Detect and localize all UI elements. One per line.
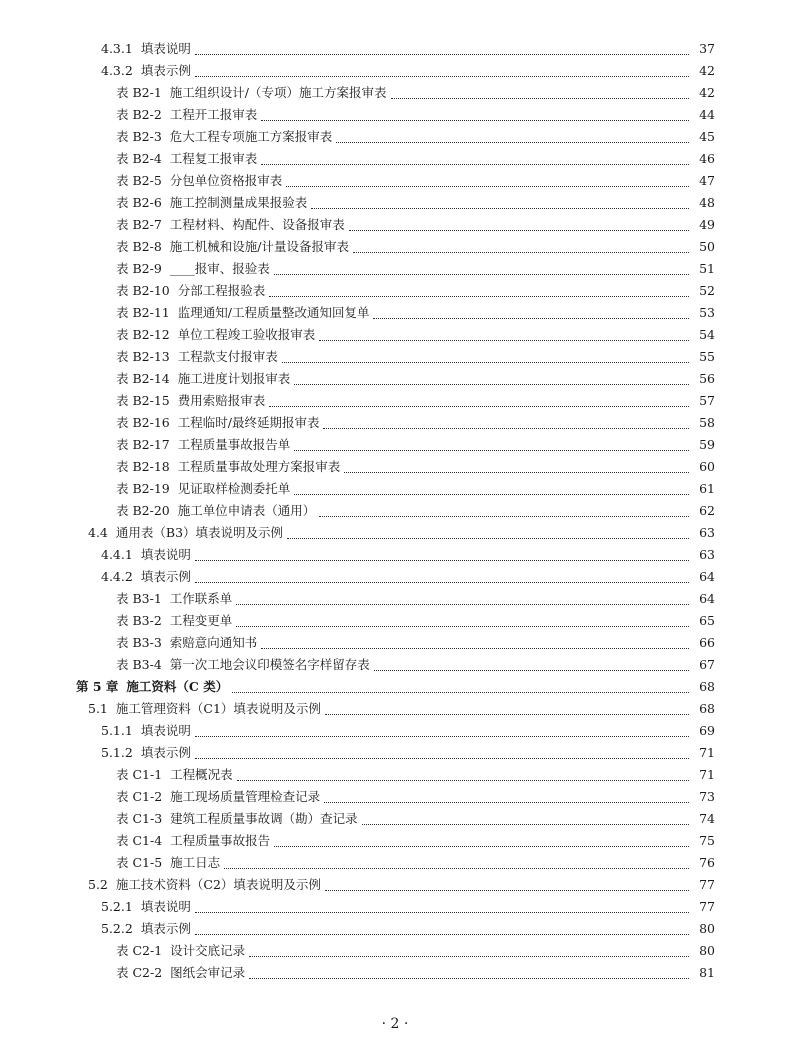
toc-entry[interactable] bbox=[0, 214, 790, 236]
dot-leader bbox=[232, 691, 689, 693]
toc-entry-title: 工程开工报审表 bbox=[169, 107, 258, 122]
toc-entry-title: 填表示例 bbox=[140, 63, 191, 78]
toc-entry-page: 62 bbox=[699, 503, 715, 518]
toc-entry-page: 60 bbox=[699, 459, 715, 474]
toc-entry-label bbox=[116, 192, 309, 214]
toc-entry-page: 68 bbox=[699, 701, 715, 716]
toc-entry-number: 表 B2-7 bbox=[116, 217, 162, 232]
toc-entry-number: 5.2.2 bbox=[101, 921, 133, 936]
toc-entry[interactable] bbox=[0, 588, 790, 610]
dot-leader bbox=[224, 867, 689, 869]
toc-entry-number: 表 B3-1 bbox=[116, 591, 162, 606]
toc-entry-number: 表 B2-4 bbox=[116, 151, 162, 166]
toc-entry-number: 4.4.1 bbox=[101, 547, 133, 562]
toc-entry-title: 填表说明 bbox=[140, 723, 191, 738]
toc-entry-title: 工程质量事故处理方案报审表 bbox=[177, 459, 341, 474]
dot-leader bbox=[344, 471, 689, 473]
toc-entry-number: 表 C1-5 bbox=[116, 855, 163, 870]
dot-leader bbox=[236, 625, 689, 627]
toc-entry-number: 表 B2-2 bbox=[116, 107, 162, 122]
toc-entry[interactable] bbox=[0, 302, 790, 324]
toc-entry-page: 55 bbox=[699, 349, 715, 364]
toc-entry-number: 4.3.1 bbox=[101, 41, 133, 56]
dot-leader bbox=[336, 141, 689, 143]
toc-entry-label bbox=[116, 962, 247, 984]
toc-entry[interactable] bbox=[0, 566, 790, 588]
toc-entry-number: 表 B2-3 bbox=[116, 129, 162, 144]
toc-entry-number: 表 C1-2 bbox=[116, 789, 163, 804]
toc-entry[interactable] bbox=[0, 104, 790, 126]
toc-entry-page: 51 bbox=[699, 261, 715, 276]
toc-entry-label bbox=[88, 874, 323, 896]
toc-entry-label bbox=[116, 764, 235, 786]
dot-leader bbox=[311, 207, 689, 209]
toc-entry-page: 50 bbox=[699, 239, 715, 254]
toc-entry[interactable] bbox=[0, 940, 790, 962]
toc-entry-label bbox=[101, 544, 193, 566]
dot-leader bbox=[274, 845, 689, 847]
toc-entry[interactable] bbox=[0, 236, 790, 258]
toc-entry-page: 37 bbox=[699, 41, 715, 56]
toc-entry-title: 工程质量事故报告单 bbox=[177, 437, 291, 452]
toc-entry-number: 5.2 bbox=[88, 877, 108, 892]
toc-entry-page: 67 bbox=[699, 657, 715, 672]
table-of-contents bbox=[0, 38, 790, 984]
toc-entry[interactable] bbox=[0, 192, 790, 214]
toc-entry-title: 图纸会审记录 bbox=[170, 965, 246, 980]
toc-entry[interactable] bbox=[0, 808, 790, 830]
toc-entry[interactable] bbox=[0, 412, 790, 434]
toc-entry-number: 4.3.2 bbox=[101, 63, 133, 78]
dot-leader bbox=[324, 801, 689, 803]
toc-entry-label bbox=[116, 808, 360, 830]
toc-entry-number: 表 B2-8 bbox=[116, 239, 162, 254]
toc-entry-number: 表 B2-1 bbox=[116, 85, 162, 100]
toc-entry-title: 费用索赔报审表 bbox=[177, 393, 266, 408]
toc-entry-title: 第一次工地会议印模签名字样留存表 bbox=[169, 657, 370, 672]
toc-entry-label bbox=[116, 302, 371, 324]
toc-entry-title: 工程变更单 bbox=[169, 613, 233, 628]
toc-entry[interactable] bbox=[0, 434, 790, 456]
toc-entry-title: 施工资料（C 类） bbox=[126, 679, 229, 694]
dot-leader bbox=[195, 581, 689, 583]
toc-entry-number: 表 C1-4 bbox=[116, 833, 163, 848]
toc-entry[interactable] bbox=[0, 698, 790, 720]
dot-leader bbox=[261, 119, 689, 121]
dot-leader bbox=[294, 383, 689, 385]
toc-entry-label bbox=[116, 280, 267, 302]
toc-entry[interactable] bbox=[0, 148, 790, 170]
toc-entry[interactable] bbox=[0, 852, 790, 874]
toc-entry-title: 工作联系单 bbox=[169, 591, 233, 606]
toc-entry-label bbox=[116, 82, 389, 104]
dot-leader bbox=[323, 427, 689, 429]
toc-entry-number: 表 B3-3 bbox=[116, 635, 162, 650]
toc-entry[interactable] bbox=[0, 632, 790, 654]
toc-entry-title: 施工技术资料（C2）填表说明及示例 bbox=[115, 877, 321, 892]
toc-entry-number: 5.1.1 bbox=[101, 723, 133, 738]
toc-entry-page: 81 bbox=[699, 965, 715, 980]
toc-entry-label bbox=[116, 258, 272, 280]
dot-leader bbox=[294, 449, 689, 451]
toc-entry-title: 填表说明 bbox=[140, 899, 191, 914]
toc-entry-label bbox=[116, 236, 351, 258]
dot-leader bbox=[294, 493, 689, 495]
toc-entry-label bbox=[101, 566, 193, 588]
toc-entry-page: 80 bbox=[699, 921, 715, 936]
toc-entry-page: 64 bbox=[699, 591, 715, 606]
toc-entry-title: 监理通知/工程质量整改通知回复单 bbox=[177, 305, 370, 320]
toc-entry-title: 施工进度计划报审表 bbox=[177, 371, 291, 386]
toc-entry-number: 第 5 章 bbox=[76, 679, 119, 694]
toc-entry-title: 分部工程报验表 bbox=[177, 283, 266, 298]
toc-entry[interactable] bbox=[0, 676, 790, 698]
toc-entry[interactable] bbox=[0, 918, 790, 940]
dot-leader bbox=[195, 53, 689, 55]
toc-entry-page: 47 bbox=[699, 173, 715, 188]
toc-entry-page: 63 bbox=[699, 525, 715, 540]
dot-leader bbox=[249, 977, 689, 979]
toc-entry-number: 5.2.1 bbox=[101, 899, 133, 914]
toc-entry-number: 表 C2-1 bbox=[116, 943, 163, 958]
toc-entry-title: 填表说明 bbox=[140, 41, 191, 56]
toc-entry-label bbox=[116, 126, 334, 148]
toc-entry-label bbox=[116, 324, 317, 346]
dot-leader bbox=[325, 713, 689, 715]
toc-entry-title: 填表示例 bbox=[140, 745, 191, 760]
dot-leader bbox=[195, 735, 689, 737]
toc-entry-page: 42 bbox=[699, 63, 715, 78]
toc-entry-page: 46 bbox=[699, 151, 715, 166]
toc-entry[interactable] bbox=[0, 324, 790, 346]
dot-leader bbox=[249, 955, 689, 957]
toc-entry-label bbox=[116, 830, 272, 852]
toc-entry-page: 63 bbox=[699, 547, 715, 562]
toc-entry[interactable] bbox=[0, 896, 790, 918]
toc-entry-label bbox=[88, 698, 323, 720]
dot-leader bbox=[391, 97, 689, 99]
toc-entry-label bbox=[116, 214, 347, 236]
toc-entry[interactable] bbox=[0, 742, 790, 764]
toc-entry-label bbox=[116, 610, 234, 632]
toc-entry-page: 71 bbox=[699, 767, 715, 782]
toc-entry[interactable] bbox=[0, 522, 790, 544]
toc-entry-page: 77 bbox=[699, 899, 715, 914]
dot-leader bbox=[287, 537, 689, 539]
toc-entry[interactable] bbox=[0, 720, 790, 742]
toc-entry-title: 工程临时/最终延期报审表 bbox=[177, 415, 320, 430]
toc-entry-number: 表 B2-12 bbox=[116, 327, 170, 342]
toc-entry-title: 工程款支付报审表 bbox=[177, 349, 278, 364]
toc-entry-title: ____报审、报验表 bbox=[169, 261, 270, 276]
toc-entry[interactable] bbox=[0, 390, 790, 412]
toc-entry[interactable] bbox=[0, 280, 790, 302]
dot-leader bbox=[195, 911, 689, 913]
toc-entry-page: 80 bbox=[699, 943, 715, 958]
toc-entry-title: 施工控制测量成果报验表 bbox=[169, 195, 308, 210]
toc-entry[interactable] bbox=[0, 60, 790, 82]
toc-entry-page: 69 bbox=[699, 723, 715, 738]
toc-entry[interactable] bbox=[0, 38, 790, 60]
dot-leader bbox=[325, 889, 689, 891]
toc-entry-page: 64 bbox=[699, 569, 715, 584]
toc-entry-number: 5.1 bbox=[88, 701, 108, 716]
toc-entry-number: 表 B2-16 bbox=[116, 415, 170, 430]
toc-entry-number: 表 B2-17 bbox=[116, 437, 170, 452]
toc-entry[interactable] bbox=[0, 874, 790, 896]
toc-entry-number: 表 B3-4 bbox=[116, 657, 162, 672]
toc-entry-page: 58 bbox=[699, 415, 715, 430]
toc-entry[interactable] bbox=[0, 764, 790, 786]
toc-entry[interactable] bbox=[0, 610, 790, 632]
dot-leader bbox=[353, 251, 689, 253]
toc-entry-title: 工程概况表 bbox=[170, 767, 233, 782]
toc-entry-label bbox=[116, 500, 317, 522]
toc-entry[interactable] bbox=[0, 456, 790, 478]
dot-leader bbox=[261, 647, 689, 649]
toc-entry-page: 75 bbox=[699, 833, 715, 848]
toc-entry-page: 44 bbox=[699, 107, 715, 122]
toc-entry-title: 工程质量事故报告 bbox=[170, 833, 271, 848]
toc-entry-page: 54 bbox=[699, 327, 715, 342]
toc-entry-title: 施工组织设计/（专项）施工方案报审表 bbox=[169, 85, 387, 100]
toc-entry-number: 表 B2-14 bbox=[116, 371, 170, 386]
toc-entry-title: 施工现场质量管理检查记录 bbox=[170, 789, 321, 804]
toc-entry-page: 71 bbox=[699, 745, 715, 760]
toc-entry-number: 表 C2-2 bbox=[116, 965, 163, 980]
toc-entry-title: 建筑工程质量事故调（勘）查记录 bbox=[170, 811, 358, 826]
dot-leader bbox=[236, 603, 689, 605]
toc-entry-page: 76 bbox=[699, 855, 715, 870]
toc-entry-page: 52 bbox=[699, 283, 715, 298]
toc-entry-title: 危大工程专项施工方案报审表 bbox=[169, 129, 333, 144]
dot-leader bbox=[237, 779, 689, 781]
toc-entry[interactable] bbox=[0, 82, 790, 104]
toc-entry-label bbox=[116, 632, 259, 654]
toc-entry-label bbox=[116, 786, 322, 808]
toc-entry-label bbox=[116, 456, 342, 478]
toc-entry-number: 表 B2-19 bbox=[116, 481, 170, 496]
toc-entry-number: 表 B2-15 bbox=[116, 393, 170, 408]
toc-entry-title: 设计交底记录 bbox=[170, 943, 246, 958]
toc-entry[interactable] bbox=[0, 368, 790, 390]
toc-entry-number: 4.4.2 bbox=[101, 569, 133, 584]
dot-leader bbox=[319, 515, 689, 517]
toc-entry-title: 单位工程竣工验收报审表 bbox=[177, 327, 316, 342]
toc-entry-page: 77 bbox=[699, 877, 715, 892]
toc-entry-number: 表 B2-18 bbox=[116, 459, 170, 474]
toc-entry-label bbox=[116, 104, 259, 126]
toc-entry[interactable] bbox=[0, 126, 790, 148]
dot-leader bbox=[274, 273, 689, 275]
toc-entry-page: 49 bbox=[699, 217, 715, 232]
toc-entry-title: 工程复工报审表 bbox=[169, 151, 258, 166]
dot-leader bbox=[362, 823, 689, 825]
toc-entry[interactable] bbox=[0, 478, 790, 500]
toc-entry-label bbox=[116, 346, 280, 368]
toc-entry[interactable] bbox=[0, 830, 790, 852]
dot-leader bbox=[373, 317, 689, 319]
toc-entry[interactable] bbox=[0, 786, 790, 808]
toc-entry-page: 65 bbox=[699, 613, 715, 628]
dot-leader bbox=[269, 405, 689, 407]
toc-entry-number: 表 C1-1 bbox=[116, 767, 163, 782]
toc-entry[interactable] bbox=[0, 500, 790, 522]
toc-entry[interactable] bbox=[0, 346, 790, 368]
toc-entry-number: 表 B2-10 bbox=[116, 283, 170, 298]
dot-leader bbox=[349, 229, 689, 231]
toc-entry-label bbox=[116, 390, 267, 412]
toc-entry[interactable] bbox=[0, 962, 790, 984]
toc-entry-page: 56 bbox=[699, 371, 715, 386]
toc-entry[interactable] bbox=[0, 170, 790, 192]
toc-entry-title: 施工机械和设施/计量设备报审表 bbox=[169, 239, 350, 254]
toc-entry-title: 填表说明 bbox=[140, 547, 191, 562]
toc-entry[interactable] bbox=[0, 258, 790, 280]
dot-leader bbox=[319, 339, 689, 341]
toc-entry-label bbox=[101, 38, 193, 60]
toc-entry-title: 填表示例 bbox=[140, 569, 191, 584]
toc-entry-page: 57 bbox=[699, 393, 715, 408]
page-number: · 2 · bbox=[381, 1016, 409, 1032]
toc-entry-title: 分包单位资格报审表 bbox=[169, 173, 283, 188]
toc-entry-page: 68 bbox=[699, 679, 715, 694]
dot-leader bbox=[269, 295, 689, 297]
toc-entry-label bbox=[116, 940, 247, 962]
toc-entry[interactable] bbox=[0, 654, 790, 676]
toc-entry-label bbox=[76, 676, 230, 698]
toc-entry-page: 61 bbox=[699, 481, 715, 496]
toc-entry-number: 表 B2-6 bbox=[116, 195, 162, 210]
toc-entry-number: 表 B2-13 bbox=[116, 349, 170, 364]
toc-entry-label bbox=[101, 742, 193, 764]
dot-leader bbox=[195, 75, 689, 77]
dot-leader bbox=[374, 669, 689, 671]
toc-entry-title: 施工单位申请表（通用） bbox=[177, 503, 316, 518]
toc-entry-label bbox=[101, 918, 193, 940]
toc-entry-number: 5.1.2 bbox=[101, 745, 133, 760]
toc-entry-number: 表 B2-9 bbox=[116, 261, 162, 276]
toc-entry-title: 施工管理资料（C1）填表说明及示例 bbox=[115, 701, 321, 716]
toc-entry-page: 45 bbox=[699, 129, 715, 144]
toc-entry-number: 表 B2-11 bbox=[116, 305, 170, 320]
toc-entry-title: 通用表（B3）填表说明及示例 bbox=[115, 525, 284, 540]
toc-entry-number: 4.4 bbox=[88, 525, 108, 540]
dot-leader bbox=[261, 163, 689, 165]
dot-leader bbox=[286, 185, 689, 187]
toc-entry-label bbox=[116, 654, 372, 676]
dot-leader bbox=[282, 361, 689, 363]
toc-entry-title: 见证取样检测委托单 bbox=[177, 481, 291, 496]
toc-entry-number: 表 B2-20 bbox=[116, 503, 170, 518]
toc-entry-title: 索赔意向通知书 bbox=[169, 635, 258, 650]
toc-entry-number: 表 B3-2 bbox=[116, 613, 162, 628]
toc-entry-label bbox=[101, 60, 193, 82]
toc-entry-number: 表 C1-3 bbox=[116, 811, 163, 826]
toc-entry-label bbox=[116, 588, 234, 610]
toc-entry-label bbox=[101, 896, 193, 918]
toc-entry-page: 42 bbox=[699, 85, 715, 100]
toc-entry-label bbox=[116, 368, 292, 390]
toc-entry-page: 59 bbox=[699, 437, 715, 452]
toc-entry-label bbox=[116, 170, 284, 192]
toc-entry-title: 填表示例 bbox=[140, 921, 191, 936]
toc-entry-page: 74 bbox=[699, 811, 715, 826]
dot-leader bbox=[195, 933, 689, 935]
toc-entry-label bbox=[116, 434, 292, 456]
toc-entry-label bbox=[101, 720, 193, 742]
toc-entry-label bbox=[116, 852, 222, 874]
toc-entry-page: 73 bbox=[699, 789, 715, 804]
toc-entry-label bbox=[116, 412, 321, 434]
toc-entry-label bbox=[116, 478, 292, 500]
toc-entry-label bbox=[116, 148, 259, 170]
toc-entry[interactable] bbox=[0, 544, 790, 566]
toc-entry-number: 表 B2-5 bbox=[116, 173, 162, 188]
toc-entry-page: 53 bbox=[699, 305, 715, 320]
toc-entry-label bbox=[88, 522, 285, 544]
toc-entry-title: 施工日志 bbox=[170, 855, 221, 870]
toc-entry-page: 48 bbox=[699, 195, 715, 210]
toc-entry-page: 66 bbox=[699, 635, 715, 650]
dot-leader bbox=[195, 559, 689, 561]
dot-leader bbox=[195, 757, 689, 759]
toc-entry-title: 工程材料、构配件、设备报审表 bbox=[169, 217, 345, 232]
